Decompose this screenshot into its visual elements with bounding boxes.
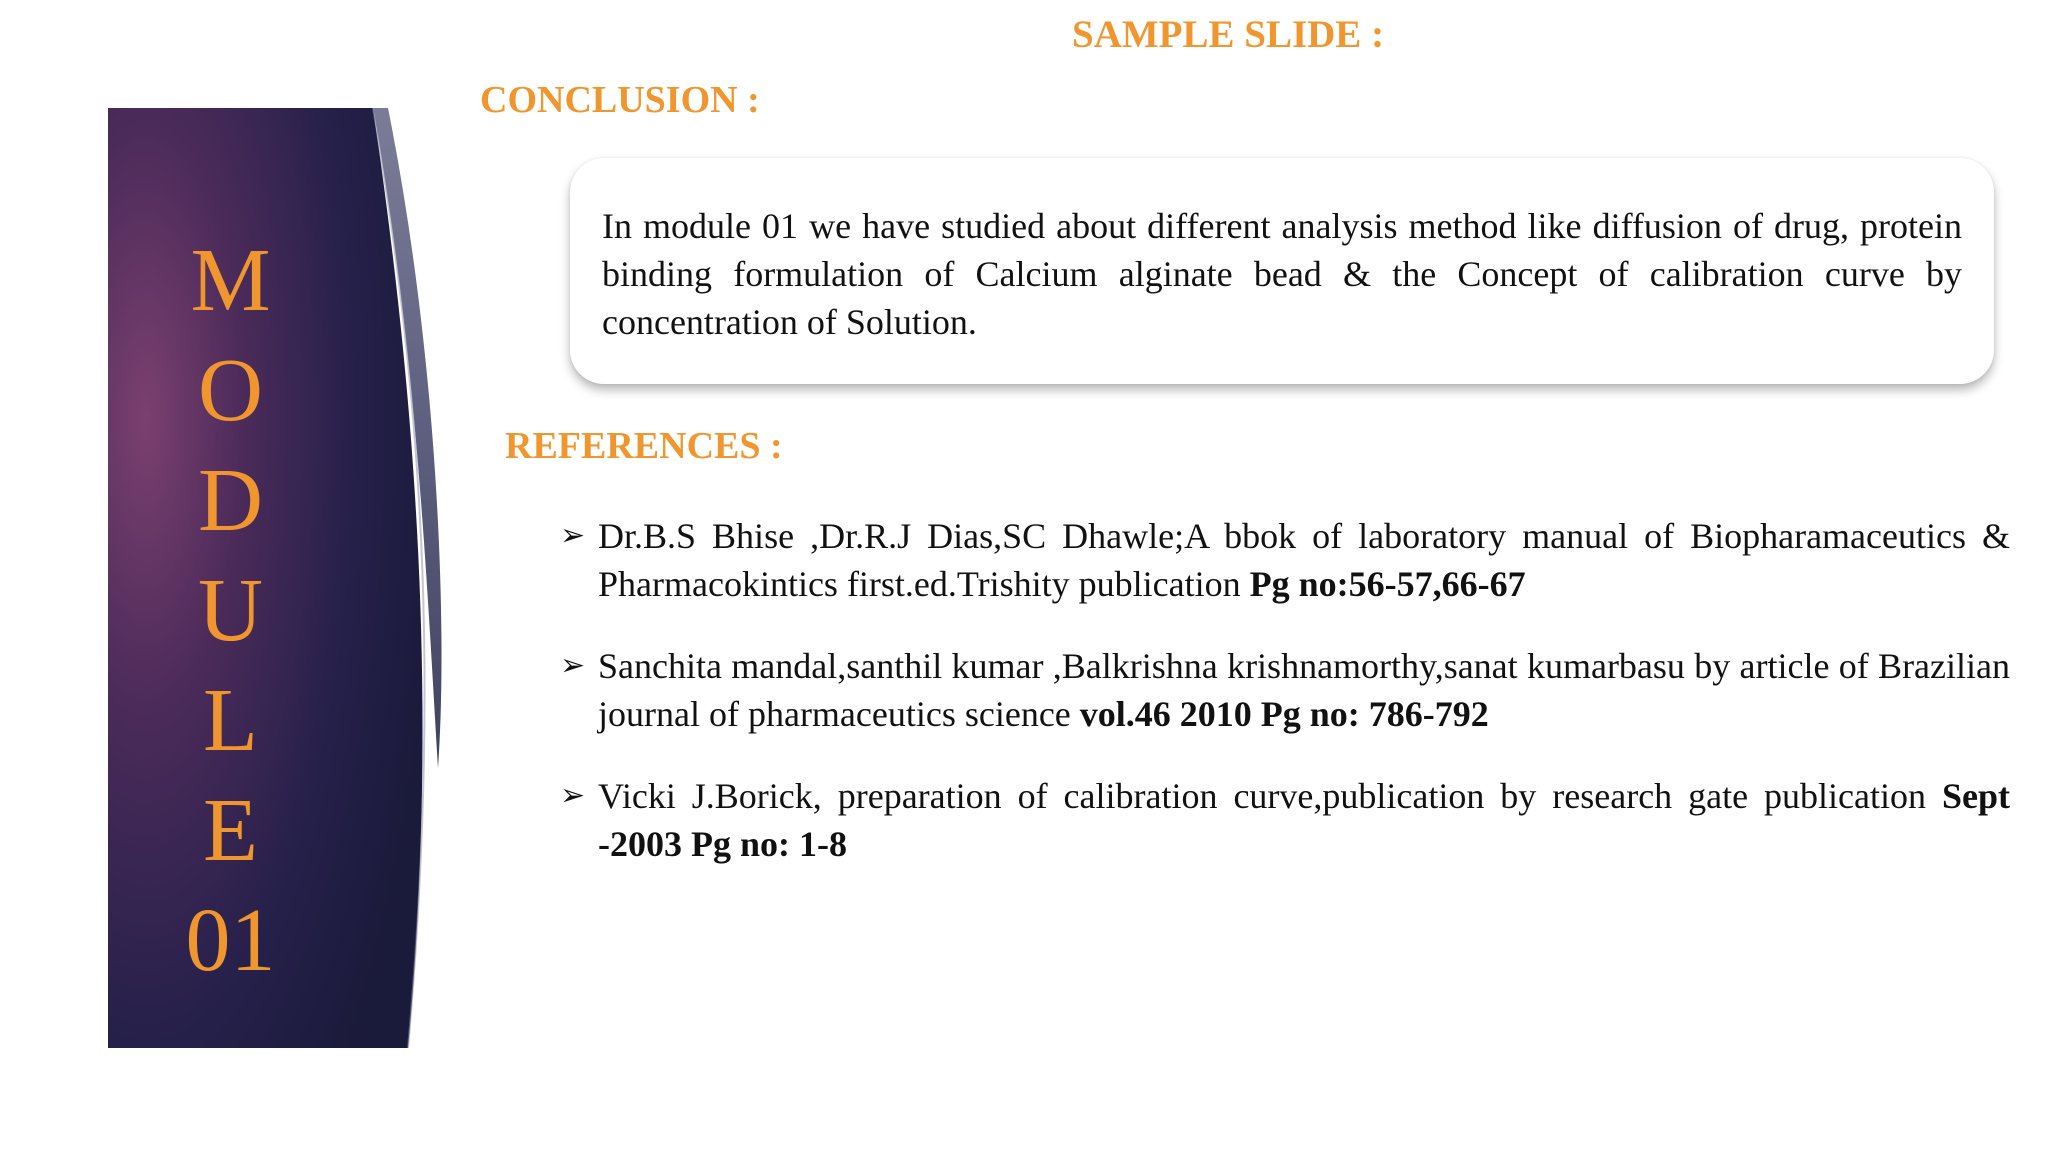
sample-slide-title: SAMPLE SLIDE :: [1072, 13, 1385, 56]
module-letter: M: [190, 231, 271, 330]
module-side-panel: [108, 108, 448, 1048]
arrow-bullet-icon: ➢: [560, 648, 586, 683]
module-letter: U: [198, 561, 263, 660]
module-letter: D: [198, 451, 263, 550]
conclusion-text: In module 01 we have studied about different analysis method like diffusion of drug, protein binding formulation of Calcium alginate bead & the Concept of calibration curve by concentration of Solution.: [602, 206, 1962, 342]
conclusion-heading: CONCLUSION :: [480, 79, 760, 121]
module-letter: O: [198, 341, 263, 440]
reference-text: Sanchita mandal,santhil kumar ,Balkrishna krishnamorthy,sanat kumarbasu by article of Brazilian journal of pharmaceutics science: [598, 646, 2010, 734]
module-letter: E: [203, 781, 258, 880]
conclusion-box: [570, 158, 1994, 384]
references-list: [560, 512, 2010, 902]
reference-text: Dr.B.S Bhise ,Dr.R.J Dias,SC Dhawle;A bbok of laboratory manual of Biopharamaceutics & Pharmacokintics first.ed.Trishity publication: [598, 516, 2010, 604]
module-letter: L: [203, 671, 258, 770]
references-heading: REFERENCES :: [505, 425, 783, 467]
reference-text: Vicki J.Borick, preparation of calibration curve,publication by research gate publication: [598, 776, 1942, 816]
arrow-bullet-icon: ➢: [560, 778, 586, 813]
reference-item: [560, 642, 2010, 738]
reference-pages: Pg no:56-57,66-67: [1249, 564, 1526, 604]
arrow-bullet-icon: ➢: [560, 518, 586, 553]
module-number: 01: [185, 891, 276, 990]
reference-pages: Sept -2003 Pg no: 1-8: [598, 776, 2010, 864]
reference-pages: vol.46 2010 Pg no: 786-792: [1079, 694, 1489, 734]
reference-item: [560, 512, 2010, 608]
reference-item: [560, 772, 2010, 868]
module-vertical-title: [108, 226, 353, 996]
